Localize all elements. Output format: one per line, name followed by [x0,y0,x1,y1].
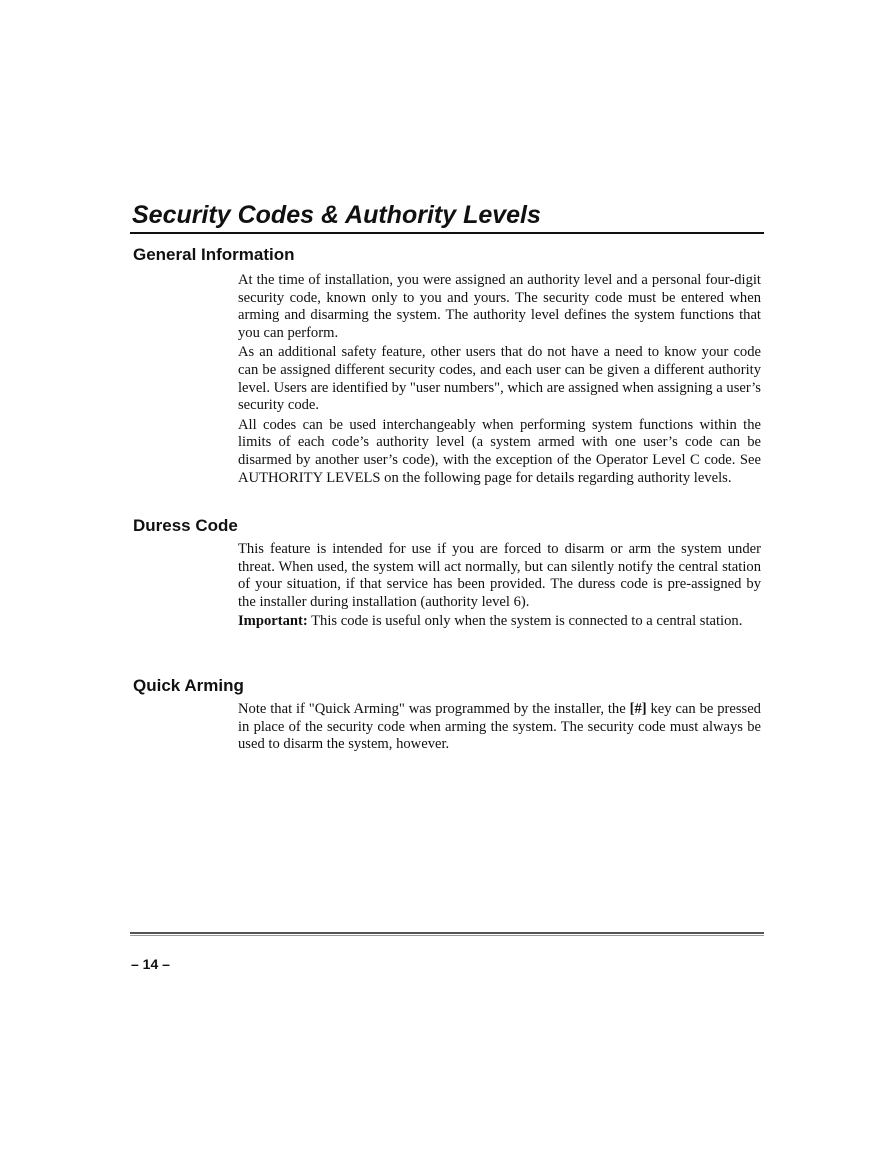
section-heading-quick-arming: Quick Arming [133,676,244,695]
general-information-paragraph-1: At the time of installation, you were assigned an authority level and a personal four-digit security code, known only to you and yours. The security code must be entered when arming and disarming the system. The authority level defines the system functions that you can perform. [238,272,761,341]
footer-rule-top [130,932,764,934]
general-information-paragraph-3: All codes can be used interchangeably when performing system functions within the limits of each code’s authority level (a system armed with one user’s code can be disarmed by another user’s code), with the exception of the Operator Level C code. See AUTHORITY LEVELS on the following page for details regarding authority levels. [238,416,761,486]
section-body-quick-arming [238,701,761,756]
quick-arming-paragraph [238,701,761,754]
section-body-general-information [238,272,761,489]
important-text: This code is useful only when the system is connected to a central station. [307,613,743,630]
general-information-paragraph-2: As an additional safety feature, other users that do not have a need to know your code can be assigned different security codes, and each user can be given a different authority level. Users are identified by "user numbers", which are assigned when assigning a user’s security code. [238,344,761,414]
section-heading-general-information: General Information [133,245,295,264]
quick-arming-text-after-key: key can be pressed in place of the security code when arming the system. The security code must always be used to disarm the system, however. [238,701,761,753]
page-number: – 14 – [131,956,170,972]
pound-key-label: [#] [629,701,647,717]
duress-code-important-note [238,613,761,631]
section-body-duress-code [238,541,761,633]
section-heading-duress-code: Duress Code [133,516,238,535]
important-label: Important: [238,613,308,630]
title-underline-rule [130,232,764,234]
duress-code-paragraph-1: This feature is intended for use if you are forced to disarm or arm the system under threat. When used, the system will act normally, but can silently notify the central station of your situation, if that service has been provided. The duress code is pre-assigned by the installer during installation (authority level 6). [238,541,761,610]
quick-arming-text-before-key: Note that if "Quick Arming" was programmed by the installer, the [238,701,630,717]
page-title: Security Codes & Authority Levels [132,201,541,229]
footer-rule-bottom [130,935,764,936]
